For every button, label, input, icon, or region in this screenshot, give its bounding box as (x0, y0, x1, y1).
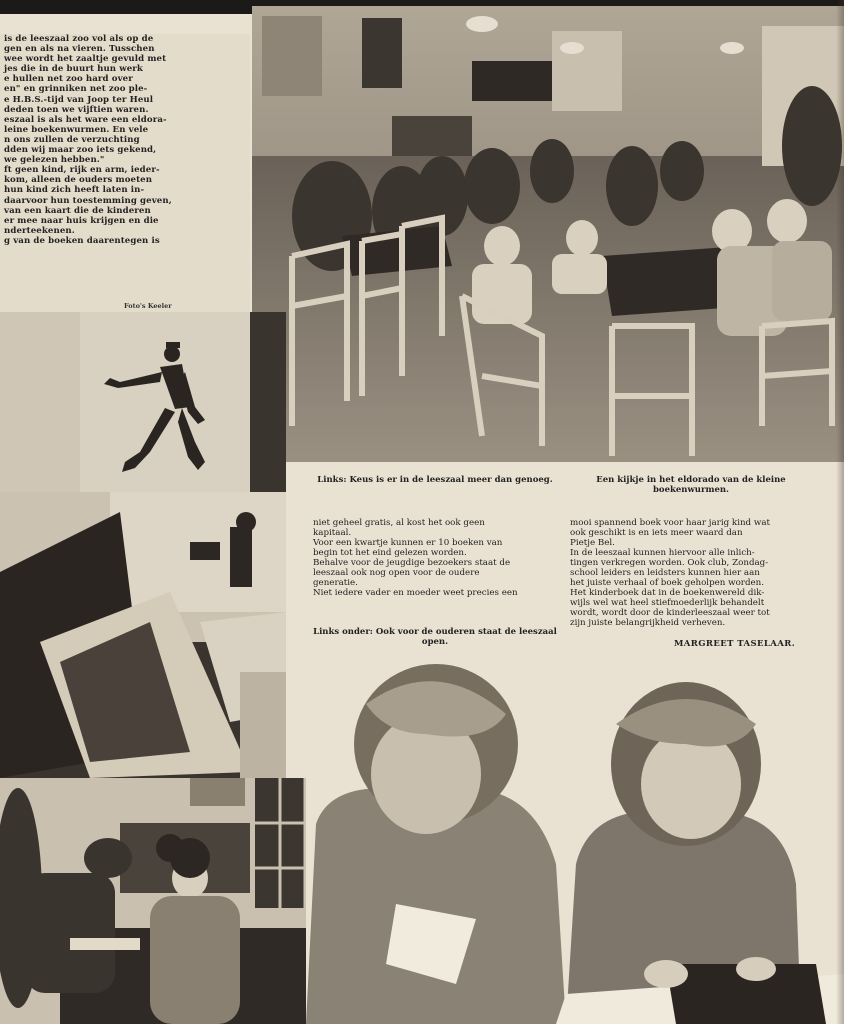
text-line: Het kinderboek dat in de boekenwereld dik- (570, 588, 765, 599)
text-line: In de leeszaal kunnen hiervoor alle inlich- (570, 548, 755, 559)
text-line: is de leeszaal zoo vol als op de (4, 34, 154, 44)
text-line: er mee naar huis krijgen en die (4, 215, 159, 226)
text-line: g van de boeken daarentegen is (4, 235, 160, 246)
text-line: leine boekenwurmen. En vele (4, 124, 149, 135)
text-line: wee wordt het zaaltje gevuld met (4, 54, 167, 65)
text-line: kom, alleen de ouders moeten (4, 175, 153, 186)
text-line: generatie. (313, 578, 358, 589)
text-line: Pietje Bel. (570, 538, 615, 549)
girls-reading-photo (306, 664, 844, 1024)
text-line: en" en grinniken net zoo ple- (4, 84, 148, 95)
caption-right: Een kijkje in het eldorado van de kleine boekenwurmen. (596, 475, 786, 495)
reading-room-photo (252, 6, 844, 462)
text-line: het juiste verhaal of boek geholpen worden. (570, 578, 765, 589)
text-line: kapitaal. (313, 528, 352, 539)
article-text-top (0, 34, 250, 314)
text-line: Voor een kwartje kunnen er 10 boeken van (313, 538, 503, 549)
text-line: nderteekenen. (4, 225, 75, 236)
page-edge-shadow (836, 0, 844, 1024)
book-illustrations-photo (0, 312, 286, 778)
text-line: zijn juiste belangrijkheid verheven. (570, 618, 726, 629)
adults-reading-photo (0, 778, 330, 1024)
caption-left: Links: Keus is er in de leeszaal meer dan genoeg. (317, 475, 553, 485)
text-line: n ons zullen de verzuchting (4, 134, 140, 145)
text-line: leeszaal ook nog open voor de oudere (313, 568, 480, 579)
article-column-right (570, 518, 815, 629)
author-byline: MARGREET TASELAAR. (674, 639, 796, 649)
text-line: Niet iedere vader en moeder weet precies een (313, 588, 518, 599)
text-line: eszaal is als het ware een eldora- (4, 114, 167, 125)
text-line: deden toen we vijftien waren. (4, 104, 149, 115)
text-line: school leiders en leidsters kunnen hier aan (570, 568, 760, 579)
text-line: begin tot het eind gelezen worden. (313, 548, 467, 559)
text-line: van een kaart die de kinderen (4, 205, 151, 216)
text-line: gen en als na vieren. Tusschen (4, 44, 155, 55)
text-line: dden wij maar zoo iets gekend, (4, 145, 157, 156)
text-line: e H.B.S.-tijd van Joop ter Heul (4, 94, 154, 105)
text-line: ook geschikt is en iets meer waard dan (570, 528, 743, 539)
text-line: niet geheel gratis, al kost het ook geen (313, 518, 485, 528)
photo-credit: Foto's Keeler (124, 302, 172, 310)
text-line: hun kind zich heeft laten in- (4, 185, 145, 196)
text-line: wordt, wordt door de kinderleeszaal weer tot (570, 608, 770, 619)
text-line: ft geen kind, rijk en arm, ieder- (4, 165, 160, 176)
text-line: jes die in de buurt hun werk (4, 64, 143, 75)
text-line: e hullen net zoo hard over (4, 74, 133, 85)
text-line: Behalve voor de jeugdige bezoekers staat de (313, 558, 511, 569)
text-line: we gelezen hebben." (4, 155, 105, 166)
text-line: daarvoor hun toestemming geven, (4, 195, 172, 206)
article-column-middle (313, 518, 558, 598)
text-line: mooi spannend boek voor haar jarig kind wat (570, 518, 770, 528)
text-line: tingen verkregen worden. Ook club, Zondag- (570, 558, 769, 569)
caption-bottom-left: Links onder: Ook voor de ouderen staat de leeszaal open. (313, 627, 557, 647)
text-line: wijls wel wat heel stiefmoederlijk behandelt (570, 598, 765, 609)
